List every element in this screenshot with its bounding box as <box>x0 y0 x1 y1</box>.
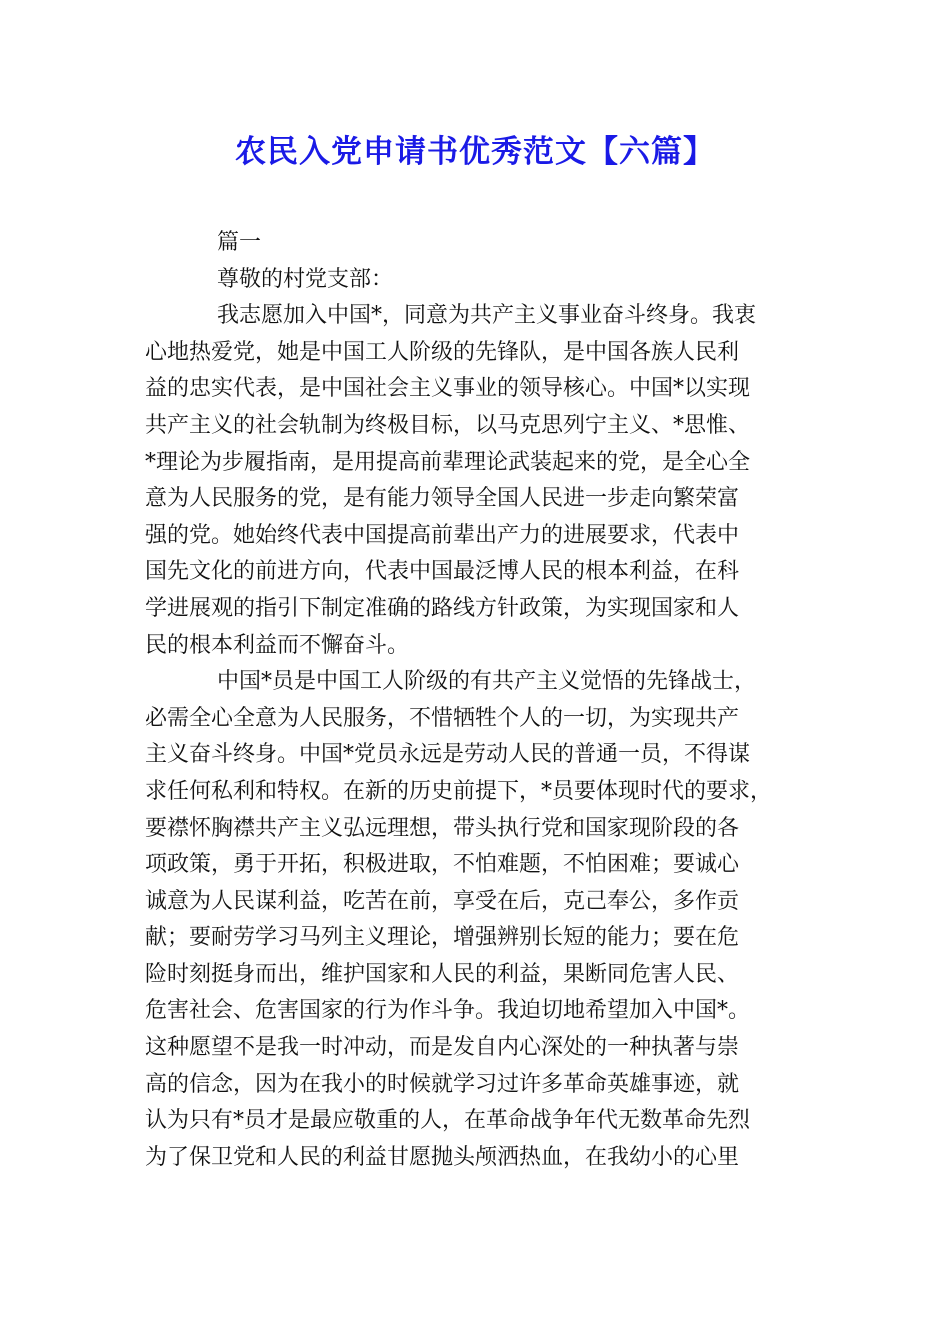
salutation: 尊敬的村党支部： <box>217 266 394 292</box>
paragraph-line: 主义奋斗终身。中国*党员永远是劳动人民的普通一员，不得谋 <box>145 742 751 768</box>
paragraph-line: *理论为步履指南，是用提高前辈理论武装起来的党，是全心全 <box>145 449 751 475</box>
paragraph-line: 共产主义的社会轨制为终极目标，以马克思列宁主义、*思惟、 <box>145 412 751 438</box>
paragraph-line: 这种愿望不是我一时冲动，而是发自内心深处的一种执著与崇 <box>145 1035 740 1061</box>
paragraph-line: 要襟怀胸襟共产主义弘远理想，带头执行党和国家现阶段的各 <box>145 815 740 841</box>
paragraph-line: 国先文化的前进方向，代表中国最泛博人民的根本利益，在科 <box>145 559 740 585</box>
paragraph-line: 心地热爱党，她是中国工人阶级的先锋队，是中国各族人民利 <box>145 339 740 365</box>
paragraph-line: 为了保卫党和人民的利益甘愿抛头颅洒热血，在我幼小的心里 <box>145 1144 740 1170</box>
paragraph-line: 我志愿加入中国*，同意为共产主义事业奋斗终身。我衷 <box>217 303 757 329</box>
section-label: 篇一 <box>217 230 262 255</box>
paragraph-line: 高的信念，因为在我小的时候就学习过许多革命英雄事迹，就 <box>145 1071 740 1097</box>
document-title: 农民入党申请书优秀范文【六篇】 <box>235 134 715 170</box>
paragraph-line: 项政策，勇于开拓，积极进取，不怕难题，不怕困难；要诚心 <box>145 852 740 878</box>
paragraph-line: 诚意为人民谋利益，吃苦在前，享受在后，克己奉公，多作贡 <box>145 888 740 914</box>
paragraph-line: 学进展观的指引下制定准确的路线方针政策，为实现国家和人 <box>145 595 740 621</box>
paragraph-line: 危害社会、危害国家的行为作斗争。我迫切地希望加入中国*。 <box>145 998 751 1024</box>
paragraph-line: 认为只有*员才是最应敬重的人，在革命战争年代无数革命先烈 <box>145 1108 751 1134</box>
paragraph-line: 民的根本利益而不懈奋斗。 <box>145 632 410 658</box>
document-body <box>145 225 805 1176</box>
paragraph-2 <box>145 664 805 1176</box>
paragraph-line: 求任何私利和特权。在新的历史前提下，*员要体现时代的要求， <box>145 778 773 804</box>
paragraph-line: 必需全心全意为人民服务，不惜牺牲个人的一切，为实现共产 <box>145 705 740 731</box>
paragraph-line: 中国*员是中国工人阶级的有共产主义觉悟的先锋战士， <box>217 669 757 695</box>
paragraph-line: 意为人民服务的党，是有能力领导全国人民进一步走向繁荣富 <box>145 486 740 512</box>
paragraph-line: 险时刻挺身而出，维护国家和人民的利益，果断同危害人民、 <box>145 961 740 987</box>
paragraph-1 <box>145 298 805 664</box>
paragraph-line: 强的党。她始终代表中国提高前辈出产力的进展要求，代表中 <box>145 522 740 548</box>
paragraph-line: 献；要耐劳学习马列主义理论，增强辨别长短的能力；要在危 <box>145 925 740 951</box>
paragraph-line: 益的忠实代表，是中国社会主义事业的领导核心。中国*以实现 <box>145 376 751 402</box>
